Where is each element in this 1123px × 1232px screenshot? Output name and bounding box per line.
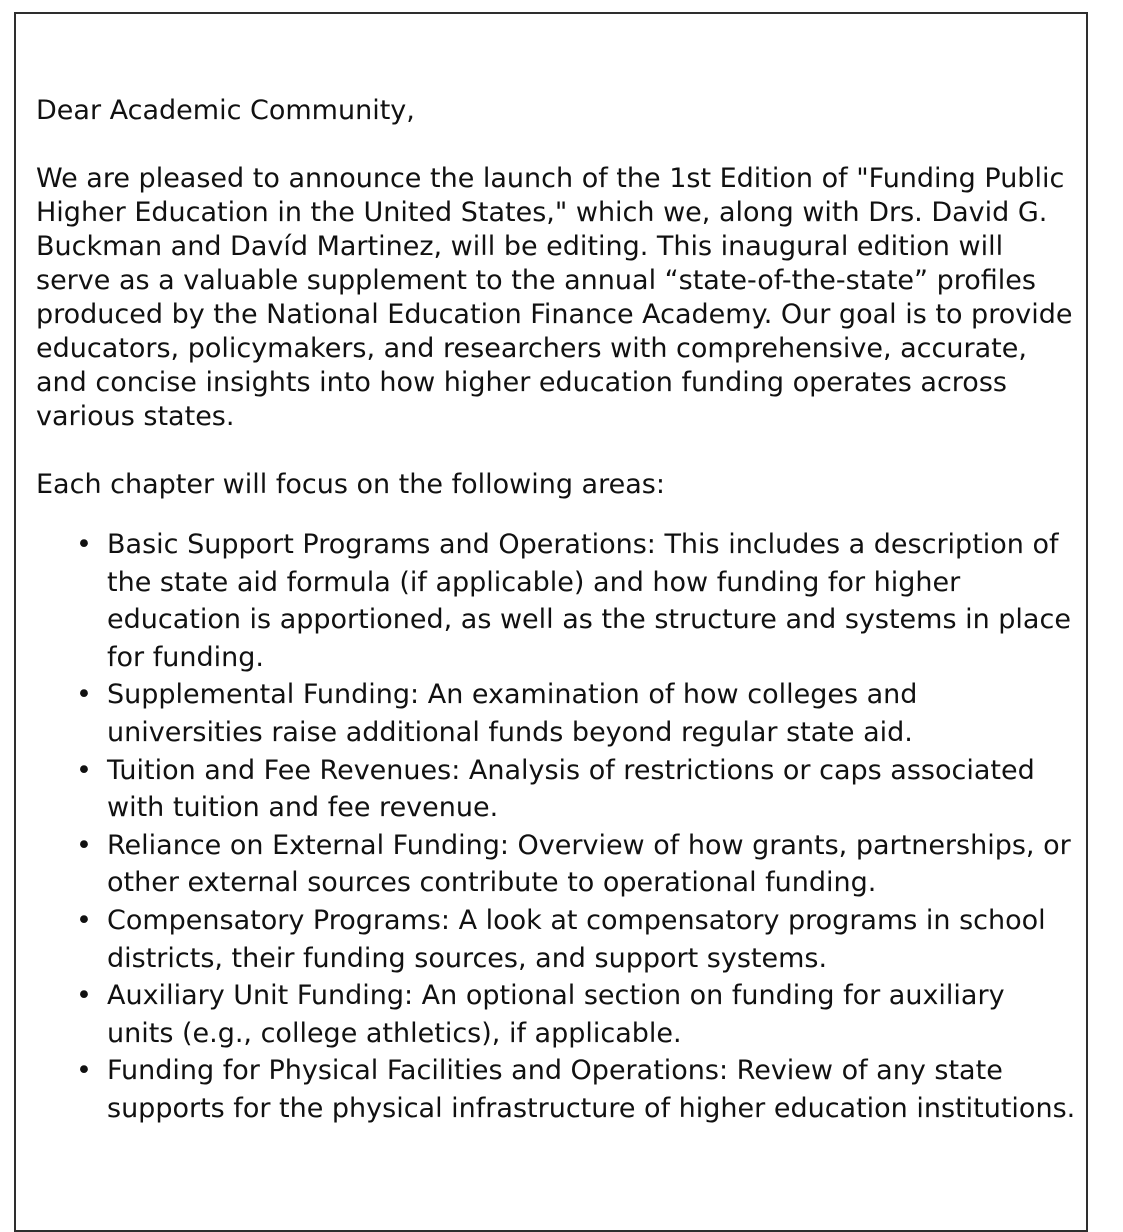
areas-lead: Each chapter will focus on the following areas: <box>36 469 665 500</box>
list-item: • Supplemental Funding: An examination of how colleges and universities raise additional funds beyond regular state aid. <box>107 676 1076 751</box>
list-item: • Reliance on External Funding: Overview of how grants, partnerships, or other external sources contribute to operational funding. <box>107 827 1076 902</box>
letter-body <box>36 94 1076 1128</box>
list-item: • Compensatory Programs: A look at compensatory programs in school districts, their funding sources, and support systems. <box>107 902 1076 977</box>
intro-paragraph: We are pleased to announce the launch of the 1st Edition of "Funding Public Higher Education in the United States," which we, along with Drs. David G. Buckman and Davíd Martinez, will be editing. This inaugural edition will serve as a valuable supplement to the annual “state-of-the-state” profiles produced by the National Education Finance Academy. Our goal is to provide educators, policymakers, and researchers with comprehensive, accurate, and concise insights into how higher education funding operates across various states. <box>36 163 1073 432</box>
focus-areas-list <box>36 526 1076 1128</box>
list-item: • Auxiliary Unit Funding: An optional section on funding for auxiliary units (e.g., college athletics), if applicable. <box>107 977 1076 1052</box>
list-item: • Tuition and Fee Revenues: Analysis of restrictions or caps associated with tuition and fee revenue. <box>107 752 1076 827</box>
salutation: Dear Academic Community, <box>36 95 415 126</box>
list-item: • Basic Support Programs and Operations: This includes a description of the state aid formula (if applicable) and how funding for higher education is apportioned, as well as the structure and systems in place for funding. <box>107 526 1076 676</box>
document-frame <box>14 12 1088 1232</box>
list-item: • Funding for Physical Facilities and Operations: Review of any state supports for the physical infrastructure of higher education institutions. <box>107 1052 1076 1127</box>
